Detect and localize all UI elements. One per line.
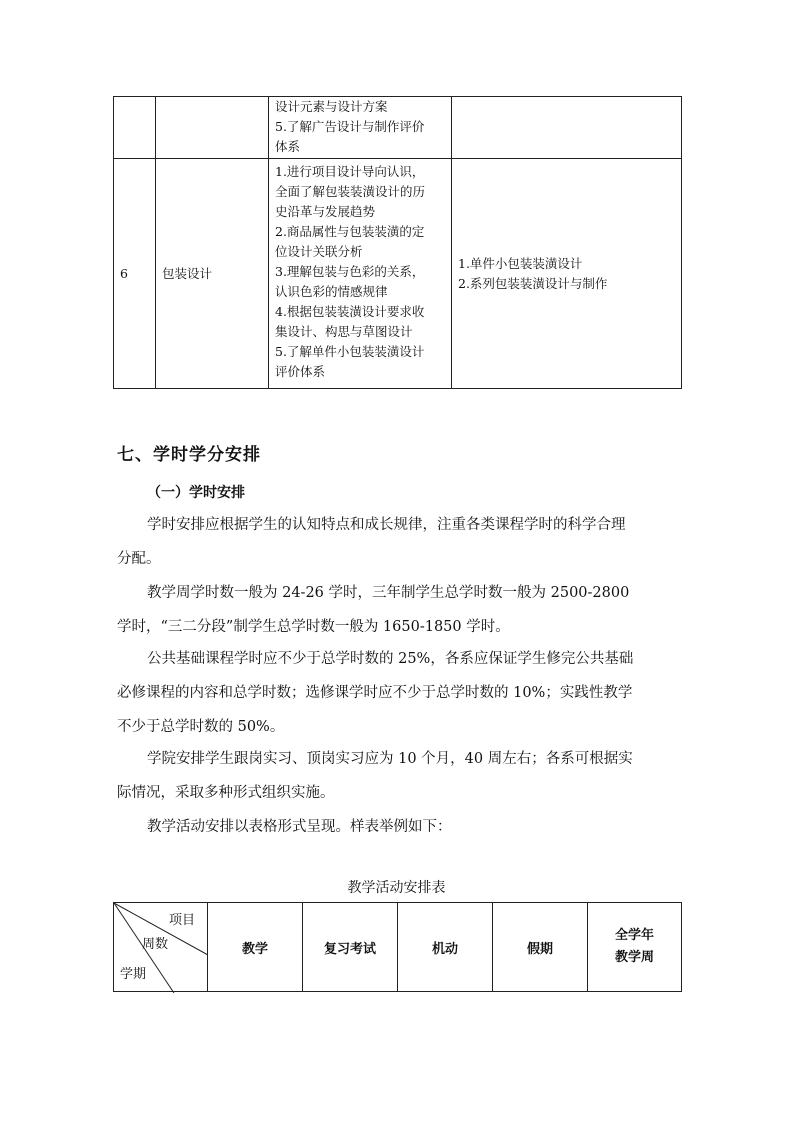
paragraph bbox=[117, 810, 685, 844]
paragraph-line: 公共基础课程学时应不少于总学时数的 25%，各系应保证学生修完公共基础 bbox=[147, 651, 634, 667]
corner-label-item: 项目 bbox=[169, 913, 196, 928]
course-content-table bbox=[113, 96, 682, 389]
column-header-vacation: 假期 bbox=[493, 903, 588, 992]
content-line: 2.商品属性与包装装潢的定 bbox=[275, 224, 425, 239]
content-line: 体系 bbox=[275, 139, 301, 154]
paragraph-line: 学院安排学生跟岗实习、顶岗实习应为 10 个月，40 周左右；各系可根据实 bbox=[147, 751, 633, 767]
course-content-cell bbox=[269, 159, 452, 389]
paragraph bbox=[117, 642, 685, 744]
project-cell bbox=[452, 97, 682, 159]
diagonal-header-cell bbox=[114, 903, 208, 992]
content-line: 1.进行项目设计导向认识， bbox=[275, 164, 425, 179]
table-row bbox=[114, 159, 682, 389]
paragraph-line: 学时，“三二分段”制学生总学时数一般为 1650-1850 学时。 bbox=[117, 619, 510, 635]
content-line: 5.了解单件小包装装潢设计 bbox=[275, 344, 425, 359]
paragraph-line: 教学活动安排以表格形式呈现。样表举例如下： bbox=[147, 819, 452, 835]
subsection-heading: （一）学时安排 bbox=[147, 485, 245, 501]
paragraph bbox=[117, 742, 685, 810]
column-header-exam: 复习考试 bbox=[303, 903, 398, 992]
column-header-flexible: 机动 bbox=[398, 903, 493, 992]
course-name-cell bbox=[156, 97, 269, 159]
content-line: 史沿革与发展趋势 bbox=[275, 204, 376, 219]
corner-label-semester: 学期 bbox=[120, 967, 147, 982]
header-line: 教学周 bbox=[614, 950, 654, 965]
content-line: 评价体系 bbox=[275, 364, 326, 379]
paragraph-line: 际情况，采取多种形式组织实施。 bbox=[117, 785, 335, 801]
content-line: 认识色彩的情感规律 bbox=[275, 284, 388, 299]
paragraph-line: 不少于总学时数的 50%。 bbox=[117, 719, 285, 735]
table-row bbox=[114, 97, 682, 159]
project-line: 2.系列包装装潢设计与制作 bbox=[458, 275, 608, 291]
content-line: 4.根据包装装潢设计要求收 bbox=[275, 304, 425, 319]
paragraph bbox=[117, 576, 685, 644]
project-cell bbox=[452, 159, 682, 389]
column-header-annual-weeks bbox=[588, 903, 682, 992]
table-caption: 教学活动安排表 bbox=[347, 880, 446, 896]
paragraph-line: 分配。 bbox=[117, 551, 161, 567]
paragraph-line: 学时安排应根据学生的认知特点和成长规律，注重各类课程学时的科学合理 bbox=[147, 517, 626, 533]
corner-label-weeks: 周数 bbox=[142, 937, 169, 952]
content-line: 全面了解包装装潢设计的历 bbox=[275, 184, 426, 199]
content-line: 设计元素与设计方案 bbox=[275, 99, 388, 114]
header-line: 全学年 bbox=[614, 928, 654, 943]
row-number-cell: 6 bbox=[114, 159, 156, 389]
table-header-row bbox=[114, 903, 682, 992]
row-number-cell bbox=[114, 97, 156, 159]
paragraph bbox=[117, 508, 685, 576]
content-line: 集设计、构思与草图设计 bbox=[275, 324, 413, 339]
teaching-schedule-table bbox=[113, 902, 682, 992]
course-content-cell bbox=[269, 97, 452, 159]
content-line: 位设计关联分析 bbox=[275, 244, 363, 259]
content-line: 3.理解包装与色彩的关系， bbox=[275, 264, 425, 279]
project-line: 1.单件小包装装潢设计 bbox=[458, 255, 583, 271]
course-name-cell: 包装设计 bbox=[156, 159, 269, 389]
content-line: 5.了解广告设计与制作评价 bbox=[275, 119, 425, 134]
paragraph-line: 教学周学时数一般为 24-26 学时，三年制学生总学时数一般为 2500-2800 bbox=[147, 585, 630, 601]
paragraph-line: 必修课程的内容和总学时数；选修课学时应不少于总学时数的 10%；实践性教学 bbox=[117, 685, 633, 701]
column-header-teaching: 教学 bbox=[208, 903, 303, 992]
section-heading: 七、学时学分安排 bbox=[117, 445, 261, 465]
